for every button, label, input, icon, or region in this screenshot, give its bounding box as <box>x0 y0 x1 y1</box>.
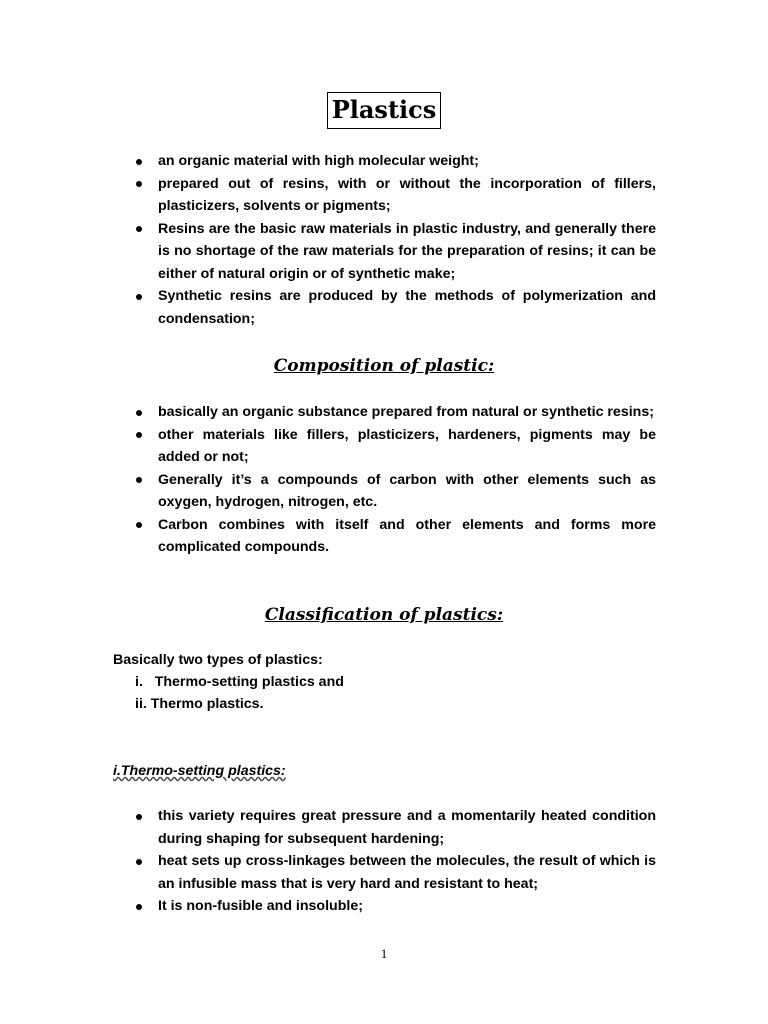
page-title: Plastics <box>327 92 442 129</box>
thermosetting-heading: i.Thermo-setting plastics: <box>113 763 286 779</box>
title-block <box>0 92 768 129</box>
list-item: this variety requires great pressure and a momentarily heated condition during shaping for subsequent hardening; <box>134 805 656 850</box>
composition-bullet-list <box>134 401 656 559</box>
bullet-icon <box>136 294 142 300</box>
composition-heading: Composition of plastic: <box>273 356 495 376</box>
list-item: Generally it’s a compounds of carbon with other elements such as oxygen, hydrogen, nitrogen, etc. <box>134 469 656 514</box>
list-item: other materials like fillers, plasticizers, hardeners, pigments may be added or not; <box>134 424 656 469</box>
list-item: heat sets up cross-linkages between the molecules, the result of which is an infusible mass that is very hard and resistant to heat; <box>134 850 656 895</box>
bullet-icon <box>136 814 142 820</box>
list-item: Carbon combines with itself and other elements and forms more complicated compounds. <box>134 514 656 559</box>
bullet-icon <box>136 522 142 528</box>
bullet-icon <box>136 859 142 865</box>
page-number: 1 <box>380 946 388 961</box>
classification-heading: Classification of plastics: <box>264 605 504 625</box>
list-item: It is non-fusible and insoluble; <box>134 895 656 918</box>
classification-type-1: i. Thermo-setting plastics and <box>135 674 344 690</box>
bullet-icon <box>136 410 142 416</box>
intro-section <box>134 150 656 330</box>
list-item: Resins are the basic raw materials in plastic industry, and generally there is no shortage of the raw materials for the preparation of resins; it can be either of natural origin or of synthetic make; <box>134 218 656 286</box>
bullet-icon <box>136 477 142 483</box>
bullet-icon <box>136 159 142 165</box>
bullet-icon <box>136 181 142 187</box>
bullet-icon <box>136 226 142 232</box>
list-item: Synthetic resins are produced by the methods of polymerization and condensation; <box>134 285 656 330</box>
thermosetting-bullet-list <box>134 805 656 918</box>
bullet-icon <box>136 904 142 910</box>
list-item: basically an organic substance prepared from natural or synthetic resins; <box>134 401 656 424</box>
classification-type-2: ii. Thermo plastics. <box>135 696 264 712</box>
classification-intro: Basically two types of plastics: <box>113 652 323 668</box>
list-item: prepared out of resins, with or without the incorporation of fillers, plasticizers, solvents or pigments; <box>134 173 656 218</box>
bullet-icon <box>136 432 142 438</box>
list-item: an organic material with high molecular weight; <box>134 150 656 173</box>
intro-bullet-list <box>134 150 656 330</box>
thermosetting-section <box>134 805 656 918</box>
composition-section <box>134 401 656 559</box>
